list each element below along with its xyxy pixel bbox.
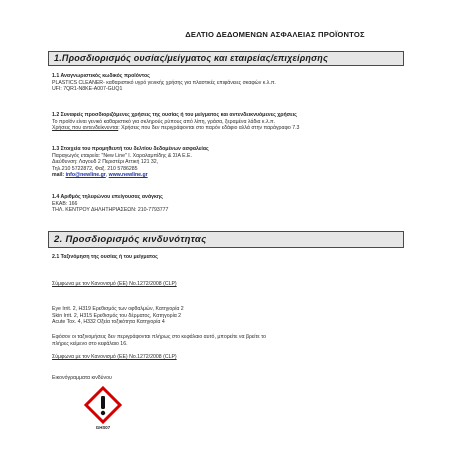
ghs-code-label: GHS07 (95, 425, 111, 430)
section-1-2-heading: 1.2 Συναφείς προσδιοριζόμενες χρήσεις της ουσίας ή του μείγματος και αντενδεικνυόμενες χρήσεις (52, 112, 297, 118)
section-1-4-heading: 1.4 Αριθμός τηλεφώνου επείγουσας ανάγκης (52, 194, 163, 200)
exclamation-mark-diamond-icon (84, 386, 122, 424)
section-2-header: 2. Προσδιορισμός κινδυνότητας (48, 231, 404, 248)
poison-center-line: ΤΗΛ. ΚΕΝΤΡΟΥ ΔΗΛΗΤΗΡΙΑΣΕΩΝ: 210-7793777 (52, 207, 169, 214)
ekav-phone-line: ΕΚΑΒ: 166 (52, 200, 78, 207)
phone-fax-line: Τηλ.210 5722872, Φαξ. 210 5786285 (52, 165, 138, 172)
email-link[interactable]: info@newline.gr (65, 172, 106, 179)
uses-advised-against-label: Χρήσεις που αντενδείκνυνται (52, 125, 119, 132)
contact-line: mail: info@newline.gr, www.newline.gr (52, 172, 148, 179)
regulation-reference-1 (52, 281, 402, 288)
regulation-reference-2 (52, 354, 402, 361)
product-name-line: PLASTICS CLEANER- καθαριστικό υγρό γενικής χρήσης για πλαστικές επιφάνειες σκαφών κ.λ.π. (52, 79, 276, 86)
ghs07-pictogram (84, 386, 122, 434)
section-1-1-heading: 1.1 Αναγνωριστικός κωδικός προϊόντος (52, 73, 150, 79)
section-1-3 (52, 146, 402, 179)
uses-advised-against-line (52, 125, 402, 132)
section-2-1-heading: 2.1 Ταξινόμηση της ουσίας ή του μείγματος (52, 254, 158, 260)
section-1-2 (52, 112, 402, 132)
document-title: ΔΕΛΤΙΟ ΔΕΔΟΜΕΝΩΝ ΑΣΦΑΛΕΙΑΣ ΠΡΟΪΟΝΤΟΣ (185, 30, 365, 39)
section-1-1 (52, 73, 402, 93)
regulation-text-1: Σύμφωνα με τον Κανονισμό (ΕΕ) Νο.1272/2008 (CLP) (52, 281, 177, 287)
address-line: Διεύθυνση: Λαγουδ 2 Περιστέρι Αττική 121 32, (52, 159, 159, 166)
identified-uses-line: Το προϊόν είναι γενικό καθαριστικό για σκληρούς ρύπους από λίπη, γράσα, ξεραμένα λάδια κ.λ.π. (52, 118, 276, 125)
manufacturer-line: Παραγωγός εταιρεία: "New Line" Ι. Χαραλαμπίδης & ΣΙΑ Ε.Ε. (52, 152, 192, 159)
hazard-item: Eye Irrit. 2, H319 Ερεθισμός των οφθαλμών, Κατηγορία 2 (52, 306, 184, 312)
note-line-2: πλήρες κείμενο στο κεφάλαιο 16. (52, 340, 128, 347)
classification-note (52, 334, 402, 347)
uses-advised-against-text: : Χρήσεις που δεν περιγράφονται στο παρόν εδάφιο αλλά στην παράγραφο 7.3 (118, 125, 300, 132)
note-line-1: Εφόσον οι ταξινομήσεις δεν περιγράφονται πλήρως στο κεφάλαιο αυτό, μπορείτε να βρείτε το (52, 334, 267, 340)
mail-label: mail: (52, 172, 65, 179)
hazard-item: Skin Irrit. 2, H315 Ερεθισμός του δέρματος, Κατηγορία 2 (52, 312, 182, 319)
section-1-header: 1.Προσδιορισμός ουσίας/μείγματος και εταιρείας/επιχείρησης (48, 51, 404, 66)
pictograms-label (52, 375, 402, 382)
section-1-3-heading: 1.3 Στοιχεία του προμηθευτή του δελτίου δεδομένων ασφαλείας (52, 146, 209, 152)
hazard-list (52, 306, 402, 326)
regulation-text-2: Σύμφωνα με τον Κανονισμό (ΕΕ) Νο.1272/2008 (CLP) (52, 354, 177, 360)
hazard-item: Acute Tox. 4, H332 Οξεία τοξικότητα Κατηγορία 4 (52, 319, 165, 326)
pictograms-label-text: Εικονόγραμματα κινδύνου (52, 375, 112, 381)
section-1-4 (52, 194, 402, 214)
website-link[interactable]: www.newline.gr (108, 172, 148, 179)
section-2-1 (52, 254, 402, 261)
ufi-line: UFI: 7QR1-N8KE-A007-GUQ1 (52, 86, 123, 93)
